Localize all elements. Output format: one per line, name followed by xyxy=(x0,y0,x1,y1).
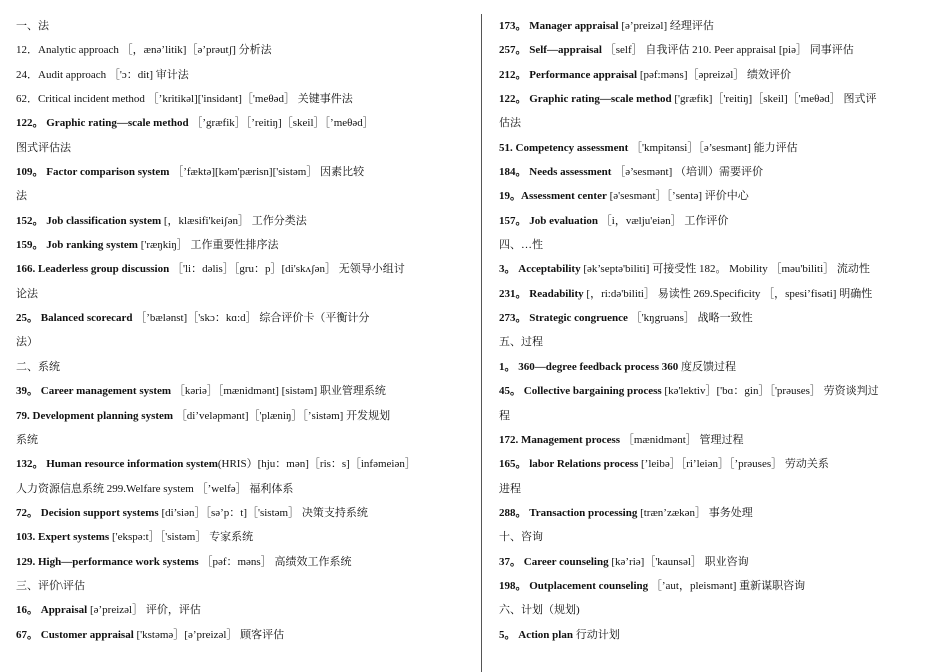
entry-detail: ['græfik]［'reitiŋ]［skeil]［'meθəd］ 图式评 xyxy=(671,93,877,106)
text-line xyxy=(499,209,941,233)
text-line xyxy=(499,550,941,574)
entry-term: 257。 Self—appraisal xyxy=(499,44,602,57)
text-line: 12．Analytic approach ［，ænə’litik]［ə’prəutʃ] 分析法 xyxy=(16,44,272,57)
entry-term: 51. Competency assessment xyxy=(499,141,629,154)
entry-detail: [kə’riə]［'kaunsəl］ 职业咨询 xyxy=(608,555,749,568)
text-line xyxy=(499,160,941,184)
entry-detail: ［di’veləpmənt]［'plæniŋ］［’sistəm] 开发规划 xyxy=(173,409,391,422)
text-line xyxy=(499,428,941,452)
entry-term: 39。 Career management system xyxy=(16,385,172,398)
entry-detail: ［i，vælju'eiən］ 工作评价 xyxy=(598,214,729,227)
text-line: 进程 xyxy=(499,482,521,495)
text-line xyxy=(16,209,464,233)
entry-detail: ［'kmpitənsi］［ə’sesmənt] 能力评估 xyxy=(628,141,798,154)
text-line xyxy=(16,525,464,549)
text-line xyxy=(16,160,464,184)
entry-term: 109。 Factor comparison system xyxy=(16,166,170,179)
entry-term: 103. Expert systems xyxy=(16,531,110,544)
entry-detail: ［self］ 自我评估 210. Peer appraisal [piə］ 同事评估 xyxy=(601,44,854,57)
entry-term: 129. High—performance work systems xyxy=(16,555,199,568)
text-line xyxy=(16,623,464,647)
entry-term: 288。 Transaction processing xyxy=(499,506,638,519)
text-line: 论法 xyxy=(16,287,38,300)
entry-term: 198。 Outplacement counseling xyxy=(499,579,649,592)
text-line xyxy=(16,404,464,428)
entry-detail: [’leibə］［ri’leiən］［’prəuses］ 劳动关系 xyxy=(638,458,829,471)
text-line: 程 xyxy=(499,409,510,422)
text-line xyxy=(16,233,464,257)
text-line xyxy=(16,379,464,403)
entry-detail: ['ekspə:t］［'sistəm］ 专家系统 xyxy=(109,531,254,544)
entry-term: 3。 Acceptability xyxy=(499,263,581,276)
entry-term: 79. Development planning system xyxy=(16,409,174,422)
text-line xyxy=(499,574,941,598)
text-line xyxy=(499,379,941,403)
entry-term: 67。 Customer appraisal xyxy=(16,628,134,641)
text-line xyxy=(499,452,941,476)
entry-detail: ［'li：dəlis］［gru：p］[di'skʌʃən］ 无领导小组讨 xyxy=(169,263,405,276)
entry-term: 159。 Job ranking system xyxy=(16,239,138,252)
entry-detail: 度反馈过程 xyxy=(678,360,736,373)
text-line xyxy=(499,257,941,281)
text-line xyxy=(499,306,941,330)
entry-term: 157。 Job evaluation xyxy=(499,214,599,227)
text-line xyxy=(16,257,464,281)
entry-term: 166. Leaderless group discussion xyxy=(16,263,170,276)
text-line xyxy=(16,452,464,476)
text-line: 图式评估法 xyxy=(16,141,71,154)
entry-detail: [kə'lektiv］['bɑ：gin］［'prəuses］ 劳资谈判过 xyxy=(661,385,879,398)
entry-detail: ['ræŋkiŋ］ 工作重要性排序法 xyxy=(137,239,279,252)
entry-detail: [，ri:də'biliti］ 易读性 269.Specificity ［，spesi’fisəti] 明确性 xyxy=(583,287,873,300)
entry-term: 172. Management process xyxy=(499,433,621,446)
text-line xyxy=(16,550,464,574)
column-divider xyxy=(481,14,482,672)
entry-term: 184。 Needs assessment xyxy=(499,166,612,179)
entry-detail: ['kstəmə］[ə’preizəl］ 顾客评估 xyxy=(133,628,285,641)
entry-detail: [，klæsifi'keiʃən］ 工作分类法 xyxy=(161,214,307,227)
text-line xyxy=(16,111,464,135)
text-line: 法 xyxy=(16,190,27,203)
entry-detail: [ə'sesmənt］［’sentə] 评价中心 xyxy=(606,190,749,203)
entry-term: 122。 Graphic rating—scale method xyxy=(16,117,189,130)
entry-detail: ［kəriə］［mænidmənt] [sistəm] 职业管理系统 xyxy=(171,385,386,398)
text-line xyxy=(499,38,941,62)
entry-detail: ［’bælənst]［'skɔ：kɑ:d］ 综合评价卡（平衡计分 xyxy=(132,312,370,325)
left-column xyxy=(16,14,464,647)
text-line xyxy=(499,136,941,160)
entry-term: 212。 Performance appraisal xyxy=(499,68,638,81)
entry-term: 19。Assessment center xyxy=(499,190,607,203)
text-line xyxy=(499,63,941,87)
entry-detail: ［’fæktə][kəm'pærisn]['sistəm］ 因素比较 xyxy=(169,166,365,179)
entry-term: 5。 Action plan xyxy=(499,628,573,641)
entry-detail: [træn’zækən］ 事务处理 xyxy=(637,506,753,519)
entry-term: 132。 Human resource information system xyxy=(16,458,218,471)
text-line: 四、…性 xyxy=(499,239,543,252)
text-line: 一、法 xyxy=(16,20,49,32)
entry-detail: ［ə’sesmənt] （培训）需要评价 xyxy=(611,166,763,179)
text-line xyxy=(499,355,941,379)
text-line: 24．Audit approach ［'ɔ：dit] 审计法 xyxy=(16,68,189,81)
entry-detail: [ə’preizəl] 经理评估 xyxy=(618,20,714,32)
text-line: 二、系统 xyxy=(16,360,60,373)
entry-detail: [di’siən］［sə’p：t]［'sistəm］ 决策支持系统 xyxy=(158,506,368,519)
text-line: 人力资源信息系统 299.Welfare system ［’welfə］ 福利体系 xyxy=(16,482,294,495)
entry-term: 45。 Collective bargaining process xyxy=(499,385,662,398)
text-line: 法） xyxy=(16,336,38,349)
text-line xyxy=(16,598,464,622)
text-line: 五、过程 xyxy=(499,336,543,349)
entry-term: 25。 Balanced scorecard xyxy=(16,312,133,325)
text-line xyxy=(499,184,941,208)
entry-term: 152。 Job classification system xyxy=(16,214,162,227)
entry-detail: [ə’preizəl］ 评价，评估 xyxy=(87,604,201,617)
text-line: 62．Critical incident method ［’kritikəl]['insidənt]［'meθəd］ 关键事件法 xyxy=(16,93,353,106)
text-line: 六、计划（规划) xyxy=(499,604,580,617)
text-line xyxy=(499,623,941,647)
entry-term: 37。 Career counseling xyxy=(499,555,609,568)
entry-term: 165。 labor Relations process xyxy=(499,458,639,471)
text-line: 估法 xyxy=(499,117,521,130)
entry-term: 173。 Manager appraisal xyxy=(499,20,619,32)
entry-detail: 行动计划 xyxy=(572,628,620,641)
entry-detail: [ək’septə'biliti] 可接受性 182。 Mobility ［məu'biliti］ 流动性 xyxy=(580,263,870,276)
text-line xyxy=(499,501,941,525)
text-line xyxy=(499,14,941,38)
entry-detail: ［'kŋgruəns］ 战略一致性 xyxy=(627,312,753,325)
entry-term: 273。 Strategic congruence xyxy=(499,312,628,325)
text-line xyxy=(16,306,464,330)
entry-term: 122。 Graphic rating—scale method xyxy=(499,93,672,106)
text-line: 三、评价\评估 xyxy=(16,579,86,592)
entry-detail: ［’græfik］［’reitiŋ]［skeil］［’meθəd］ xyxy=(188,117,374,130)
text-line xyxy=(499,282,941,306)
entry-term: 72。 Decision support systems xyxy=(16,506,159,519)
entry-detail: [pəf:məns]［əpreizəl］ 绩效评价 xyxy=(637,68,792,81)
entry-detail: ［pəf：məns］ 高绩效工作系统 xyxy=(198,555,352,568)
text-line xyxy=(16,501,464,525)
entry-term: 231。 Readability xyxy=(499,287,584,300)
entry-detail: ［’aut，pleismənt] 重新谋职咨询 xyxy=(648,579,806,592)
text-line: 系统 xyxy=(16,433,38,446)
entry-detail: (HRIS）[hju：mən]［ris：s]［infəmeiən］ xyxy=(217,458,416,471)
entry-term: 1。 360—degree feedback process 360 xyxy=(499,360,679,373)
right-column xyxy=(499,14,941,647)
entry-detail: ［mænidmənt］ 管理过程 xyxy=(620,433,744,446)
text-line: 十、咨询 xyxy=(499,531,543,544)
text-line xyxy=(499,87,941,111)
entry-term: 16。 Appraisal xyxy=(16,604,88,617)
